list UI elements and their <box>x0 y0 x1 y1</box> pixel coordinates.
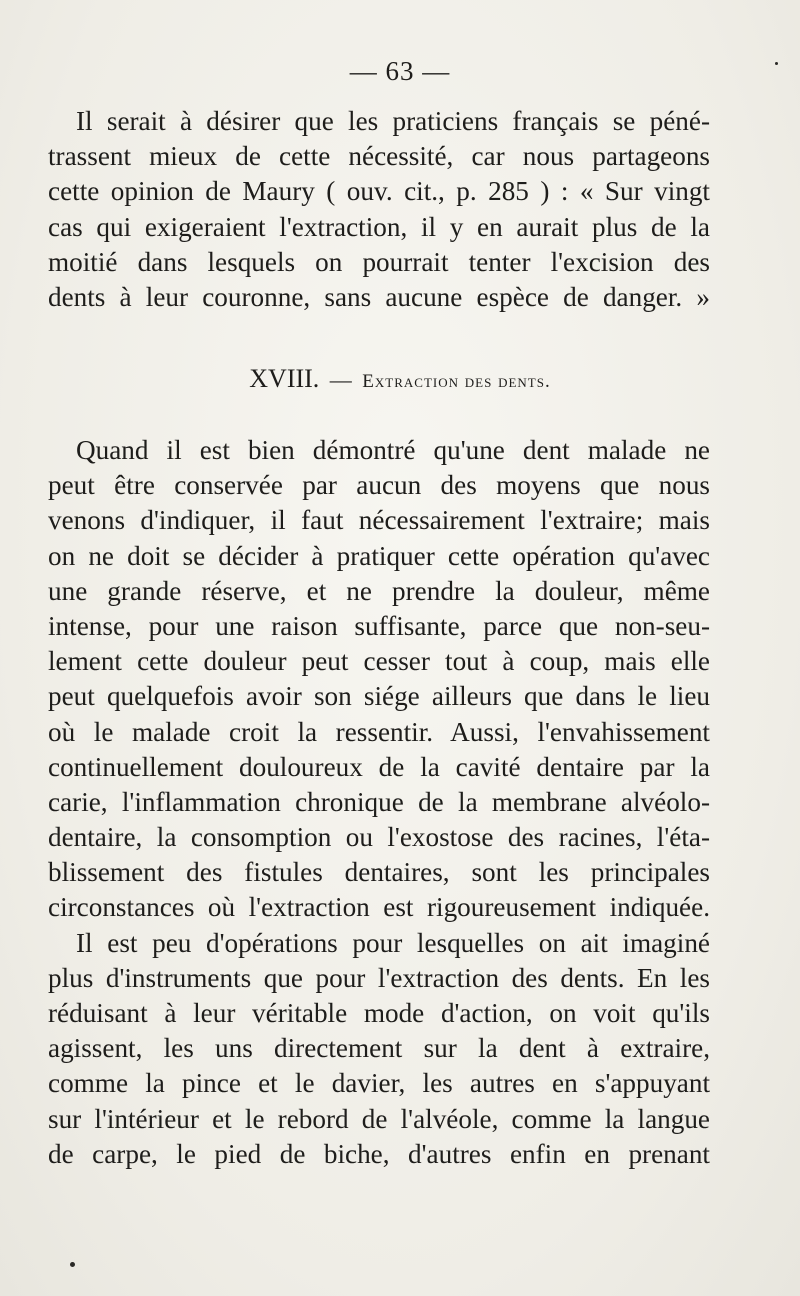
section-heading <box>0 364 800 394</box>
paragraph-line: blissement des fistules dentaires, sont les principales <box>48 857 710 888</box>
paragraph-line: une grande réserve, et ne prendre la douleur, même <box>48 575 710 606</box>
paragraph-line: circonstances où l'extraction est rigoureusement indiquée. <box>48 892 710 923</box>
paragraph-line: peut quelquefois avoir son siége ailleurs que dans le lieu <box>48 681 710 712</box>
paragraph-line: moitié dans lesquels on pourrait tenter l'excision des <box>48 246 710 277</box>
paragraph-line: où le malade croit la ressentir. Aussi, l'envahissement <box>48 716 710 747</box>
paragraph-line: trassent mieux de cette nécessité, car nous partageons <box>48 141 710 172</box>
ink-speck <box>70 1262 75 1267</box>
paragraph-line: continuellement douloureux de la cavité dentaire par la <box>48 751 710 782</box>
paragraph-line: de carpe, le pied de biche, d'autres enfin en prenant <box>48 1138 710 1169</box>
paragraph-line: cas qui exigeraient l'extraction, il y en aurait plus de la <box>48 211 710 242</box>
paragraph-line: réduisant à leur véritable mode d'action, on voit qu'ils <box>48 998 710 1028</box>
section-title: Extraction des dents. <box>362 371 551 392</box>
paragraph-1 <box>48 104 710 315</box>
paragraph-line: agissent, les uns directement sur la dent à extraire, <box>48 1033 710 1064</box>
paragraph-line: intense, pour une raison suffisante, parce que non-seu- <box>48 610 710 641</box>
paragraph-line: Il serait à désirer que les praticiens français se péné- <box>76 106 710 136</box>
paragraph-line: sur l'intérieur et le rebord de l'alvéole, comme la langue <box>48 1103 710 1134</box>
paragraph-line: Il est peu d'opérations pour lesquelles on ait imaginé <box>76 927 710 958</box>
paragraph-line: cette opinion de Maury ( ouv. cit., p. 285 ) : « Sur vingt <box>48 176 710 207</box>
paragraph-line: peut être conservée par aucun des moyens que nous <box>48 470 710 501</box>
paragraph-line: Quand il est bien démontré qu'une dent malade ne <box>76 435 710 465</box>
paragraph-line: venons d'indiquer, il faut nécessairement l'extraire; mais <box>48 505 710 536</box>
paragraph-line: plus d'instruments que pour l'extraction des dents. En les <box>48 962 710 993</box>
paragraph-line: dents à leur couronne, sans aucune espèce de danger. » <box>48 281 710 312</box>
section-separator: — <box>329 367 352 392</box>
paragraph-line: comme la pince et le davier, les autres en s'appuyant <box>48 1068 710 1099</box>
ink-speck <box>775 62 778 65</box>
body-text <box>48 433 710 1172</box>
paragraph-line: on ne doit se décider à pratiquer cette opération qu'avec <box>48 540 710 571</box>
page-number: — 63 — <box>349 56 451 86</box>
section-number: XVIII. <box>249 364 320 393</box>
paragraph-line: dentaire, la consomption ou l'exostose des racines, l'éta- <box>48 822 710 853</box>
paragraph-line: lement cette douleur peut cesser tout à coup, mais elle <box>48 646 710 677</box>
paragraph-line: carie, l'inflammation chronique de la membrane alvéolo- <box>48 786 710 817</box>
